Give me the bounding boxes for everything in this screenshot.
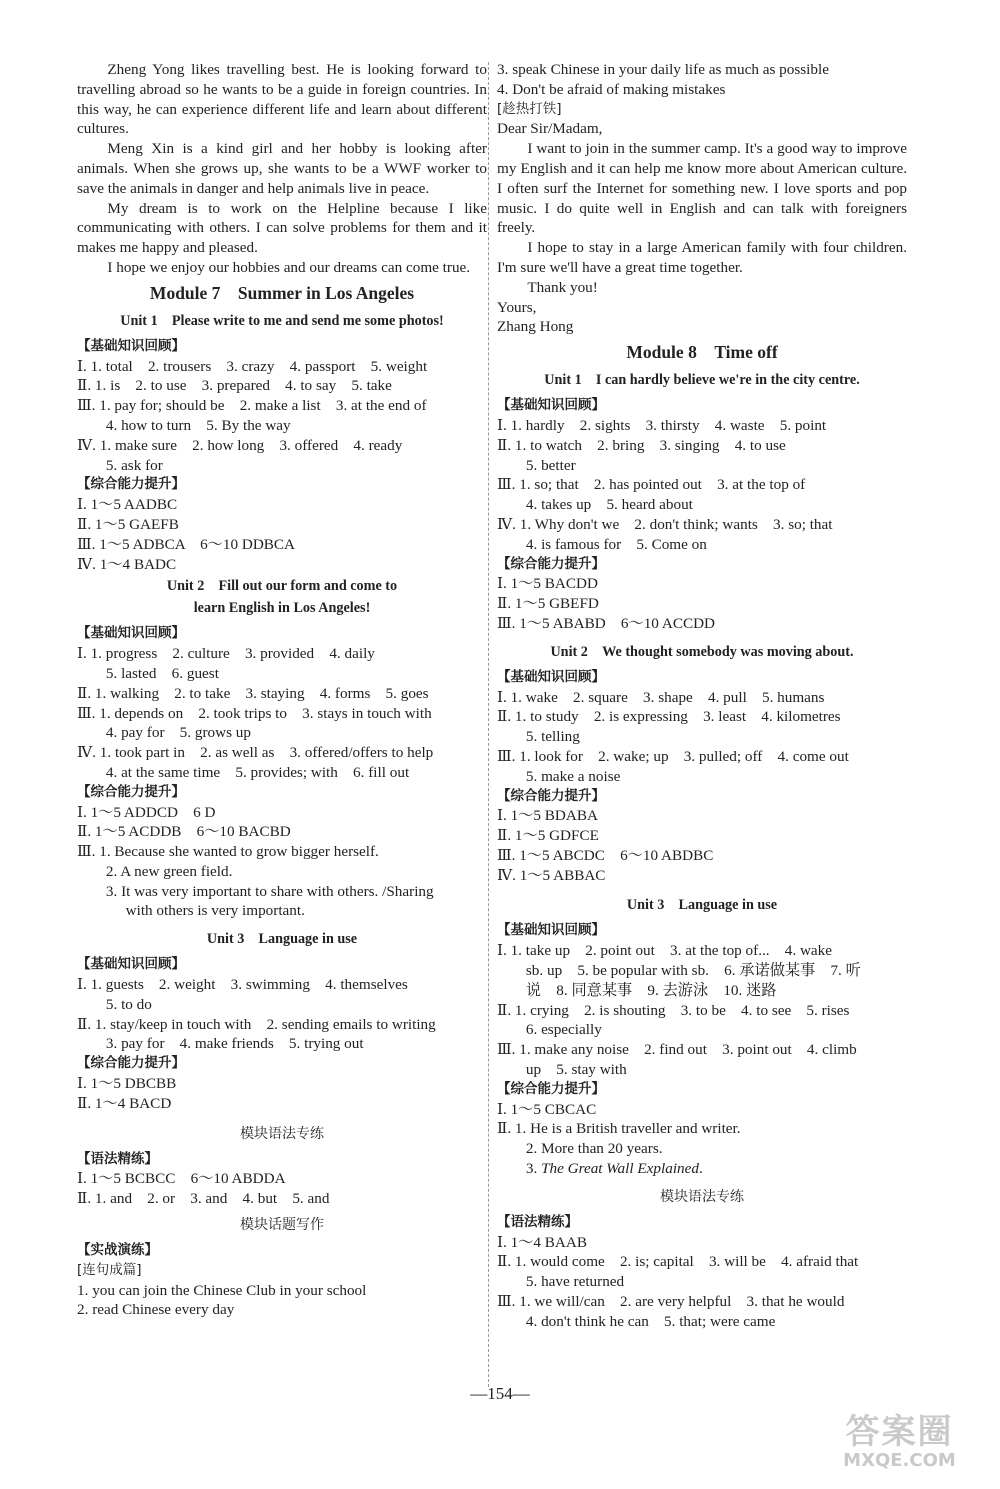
m7u2-ability-heading: 【综合能力提升】	[77, 783, 185, 800]
m7u3-ability-heading: 【综合能力提升】	[77, 1055, 185, 1072]
answer-line: Ⅰ. 1～4 BAAB	[497, 1233, 587, 1251]
m7-writing-title: 模块话题写作	[240, 1217, 324, 1234]
answer-line: Ⅰ. 1. progress 2. culture 3. provided 4. daily	[77, 645, 375, 663]
answer-line: 4. is famous for 5. Come on	[525, 535, 707, 553]
answer-line: Ⅱ. 1～4 BACD	[77, 1094, 172, 1112]
answer-line: 5. to do	[105, 995, 152, 1013]
m8-grammar-sub: 【语法精练】	[497, 1213, 578, 1230]
answer-line: Ⅰ. 1～5 BCBCC 6～10 ABDDA	[77, 1170, 286, 1188]
m7-writing-bracket-2: [趁热打铁]	[497, 100, 562, 117]
m7-unit2-title-line1: Unit 2 Fill out our form and come to	[166, 578, 398, 595]
answer-line: Ⅰ. 1～5 DBCBB	[77, 1075, 177, 1093]
answer-line: Ⅱ. 1. walking 2. to take 3. staying 4. forms 5. goes	[77, 684, 429, 702]
answer-line: 2. More than 20 years.	[525, 1140, 663, 1158]
answer-line: Ⅰ. 1～5 BACDD	[497, 575, 598, 593]
answer-line: 5. better	[525, 456, 576, 474]
intro-paragraph-2: Meng Xin is a kind girl and her hobby is looking after animals. When she grows up, she wants to be a WWF worker to save the animals in danger and help animals live in peace.	[77, 140, 487, 197]
answer-line: 4. at the same time 5. provides; with 6. fill out	[105, 763, 410, 781]
m7u2-basic-heading: 【基础知识回顾】	[77, 625, 185, 642]
m8-unit1-title: Unit 1 I can hardly believe we're in the city centre.	[544, 372, 860, 389]
answer-line: Ⅱ. 1. stay/keep in touch with 2. sending emails to writing	[77, 1015, 436, 1033]
m7-unit3-title: Unit 3 Language in use	[206, 931, 358, 948]
answer-line: Ⅱ. 1. is 2. to use 3. prepared 4. to say 5. take	[77, 377, 392, 395]
answer-line: Ⅲ. 1～5 ABCDC 6～10 ABDBC	[497, 846, 714, 864]
answer-line: Ⅰ. 1～5 AADBC	[77, 496, 178, 514]
letter-paragraph-2: I hope to stay in a large American family with four children. I'm sure we'll have a great time together.	[497, 239, 907, 276]
answer-line: Ⅳ. 1. took part in 2. as well as 3. offered/offers to help	[77, 744, 434, 762]
intro-paragraph-3: My dream is to work on the Helpline because I like communicating with others. I can solve problems for them and it makes me happy and pleased.	[77, 199, 487, 257]
letter-signature: Zhang Hong	[497, 318, 574, 336]
answer-line: Ⅱ. 1～5 GBEFD	[497, 595, 599, 613]
answer-line: Ⅱ. 1～5 GAEFB	[77, 515, 179, 533]
answer-line: Ⅰ. 1～5 CBCAC	[497, 1100, 597, 1118]
answer-line: 3. It was very important to share with others. /Sharing	[105, 882, 434, 900]
answer-line: Ⅱ. 1～5 GDFCE	[497, 827, 599, 845]
m7-writing-bracket: [连句成篇]	[77, 1261, 142, 1278]
answer-line: 5. have returned	[525, 1273, 625, 1291]
letter-salutation: Dear Sir/Madam,	[497, 120, 603, 138]
m8-grammar-title: 模块语法专练	[660, 1188, 744, 1205]
answer-line: 2. read Chinese every day	[77, 1301, 235, 1319]
answer-line: Ⅳ. 1. make sure 2. how long 3. offered 4. ready	[77, 436, 403, 454]
answer-line: Ⅱ. 1. crying 2. is shouting 3. to be 4. to see 5. rises	[497, 1001, 850, 1019]
m8-unit3-title: Unit 3 Language in use	[626, 897, 778, 914]
m7-grammar-title: 模块语法专练	[240, 1125, 324, 1142]
m7-writing-sub: 【实战演练】	[77, 1242, 158, 1259]
answer-line: 4. pay for 5. grows up	[105, 724, 251, 742]
answer-line: Ⅰ. 1. hardly 2. sights 3. thirsty 4. waste 5. point	[497, 416, 827, 434]
answer-line: Ⅲ. 1. we will/can 2. are very helpful 3. that he would	[497, 1293, 845, 1311]
answer-line: Ⅱ. 1. to study 2. is expressing 3. least 4. kilometres	[497, 708, 841, 726]
answer-line: 4. Don't be afraid of making mistakes	[497, 80, 726, 98]
answer-line: Ⅱ. 1. He is a British traveller and writer.	[497, 1120, 741, 1138]
answer-line	[497, 1159, 907, 1179]
answer-line: Ⅲ. 1. so; that 2. has pointed out 3. at the top of	[497, 476, 806, 494]
right-column	[497, 60, 907, 1332]
answer-line: Ⅱ. 1. would come 2. is; capital 3. will be 4. afraid that	[497, 1253, 859, 1271]
answer-line: 4. how to turn 5. By the way	[105, 416, 291, 434]
answer-line: Ⅲ. 1～5 ABABD 6～10 ACCDD	[497, 614, 716, 632]
m8u2-ability-heading: 【综合能力提升】	[497, 787, 605, 804]
intro-paragraph-4: I hope we enjoy our hobbies and our dreams can come true.	[107, 258, 471, 276]
m8u3-ability-heading: 【综合能力提升】	[497, 1080, 605, 1097]
answer-line: Ⅱ. 1～5 ACDDB 6～10 BACBD	[77, 823, 291, 841]
answer-line: 6. especially	[525, 1021, 602, 1039]
m8u2-basic-heading: 【基础知识回顾】	[497, 668, 605, 685]
m7-unit2-title-line2: learn English in Los Angeles!	[193, 600, 371, 617]
answer-line: Ⅳ. 1. Why don't we 2. don't think; wants 3. so; that	[497, 515, 833, 533]
letter-closing: Yours,	[497, 298, 537, 316]
answer-line: Ⅰ. 1. wake 2. square 3. shape 4. pull 5. humans	[497, 688, 825, 706]
letter-paragraph-3: Thank you!	[527, 278, 598, 296]
answer-line: Ⅲ. 1. Because she wanted to grow bigger herself.	[77, 843, 379, 861]
answer-line: Ⅱ. 1. and 2. or 3. and 4. but 5. and	[77, 1190, 330, 1208]
letter-paragraph-1: I want to join in the summer camp. It's a good way to improve my English and it can help me know more about American culture. I often surf the Internet for something new. I love sports and pop music. I do quite well in English and can talk with foreigners freely.	[497, 140, 907, 237]
answer-line: sb. up 5. be popular with sb. 6. 承诺做某事 7. 听	[525, 962, 861, 980]
answer-line: 1. you can join the Chinese Club in your school	[77, 1281, 367, 1299]
answer-line: 3. pay for 4. make friends 5. trying out	[105, 1035, 364, 1053]
answer-line: 5. ask for	[105, 456, 163, 474]
answer-line: Ⅲ. 1～5 ADBCA 6～10 DDBCA	[77, 535, 296, 553]
answer-line: Ⅰ. 1～5 BDABA	[497, 807, 598, 825]
answer-line: 说 8. 同意某事 9. 去游泳 10. 迷路	[525, 981, 777, 999]
answer-line: Ⅲ. 1. make any noise 2. find out 3. point out 4. climb	[497, 1041, 857, 1059]
left-column	[77, 60, 487, 1320]
answer-line: 3. speak Chinese in your daily life as much as possible	[497, 61, 829, 78]
watermark-logo: 答案圈	[845, 1412, 954, 1452]
answer-line: Ⅲ. 1. depends on 2. took trips to 3. stays in touch with	[77, 704, 432, 722]
m7u1-basic-heading: 【基础知识回顾】	[77, 337, 185, 354]
answer-number: 3.	[525, 1160, 538, 1178]
module-8-title: Module 8 Time off	[626, 342, 778, 363]
answer-line: 4. don't think he can 5. that; were came	[525, 1312, 776, 1330]
m8u1-ability-heading: 【综合能力提升】	[497, 555, 605, 572]
answer-line: Ⅰ. 1. total 2. trousers 3. crazy 4. passport 5. weight	[77, 357, 428, 375]
module-7-title: Module 7 Summer in Los Angeles	[149, 282, 415, 303]
answer-line: up 5. stay with	[525, 1061, 627, 1079]
answer-line: 5. lasted 6. guest	[105, 664, 219, 682]
watermark-url: MXQE.COM	[843, 1450, 956, 1471]
book-title: The Great Wall Explained	[541, 1160, 699, 1178]
m8-unit2-title: Unit 2 We thought somebody was moving about.	[550, 643, 854, 660]
answer-line: Ⅲ. 1. pay for; should be 2. make a list 3. at the end of	[77, 397, 427, 415]
intro-paragraph-1: Zheng Yong likes travelling best. He is looking forward to travelling abroad so he wants to be a guide in foreign countries. In this way, he can experience different life and learn about different cultures.	[77, 61, 487, 138]
answer-line: 5. make a noise	[525, 767, 621, 785]
m7u3-basic-heading: 【基础知识回顾】	[77, 956, 185, 973]
answer-line: 2. A new green field.	[105, 862, 233, 880]
column-divider	[488, 62, 489, 1387]
answer-line: Ⅰ. 1. take up 2. point out 3. at the top of... 4. wake	[497, 942, 833, 960]
answer-line: Ⅱ. 1. to watch 2. bring 3. singing 4. to use	[497, 436, 786, 454]
book-title-end: .	[698, 1160, 703, 1178]
answer-line: Ⅲ. 1. look for 2. wake; up 3. pulled; off 4. come out	[497, 747, 849, 765]
m7-unit1-title: Unit 1 Please write to me and send me some photos!	[120, 312, 444, 329]
page-number: —154—	[470, 1384, 530, 1403]
answer-line: Ⅰ. 1. guests 2. weight 3. swimming 4. themselves	[77, 976, 408, 994]
answer-line: Ⅰ. 1～5 ADDCD 6 D	[77, 803, 216, 821]
site-watermark	[817, 1413, 982, 1475]
m8u3-basic-heading: 【基础知识回顾】	[497, 922, 605, 939]
answer-line: 4. takes up 5. heard about	[525, 496, 693, 514]
m7-grammar-sub: 【语法精练】	[77, 1150, 158, 1167]
m8u1-basic-heading: 【基础知识回顾】	[497, 397, 605, 414]
answer-line: with others is very important.	[125, 902, 305, 920]
answer-line: Ⅳ. 1～5 ABBAC	[497, 866, 606, 884]
answer-line: Ⅳ. 1～4 BADC	[77, 555, 177, 573]
answer-line: 5. telling	[525, 728, 580, 746]
m7u1-ability-heading: 【综合能力提升】	[77, 476, 185, 493]
